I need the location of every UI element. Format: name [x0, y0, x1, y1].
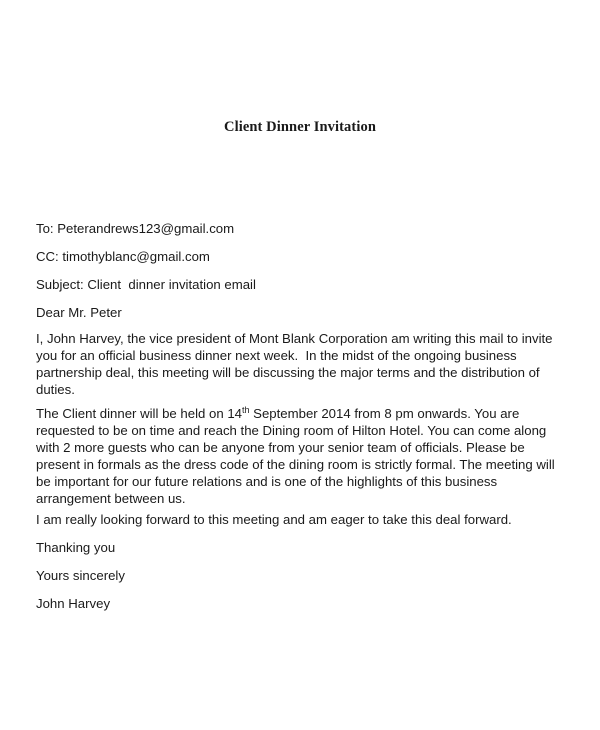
subject-text: Client dinner invitation email [87, 277, 256, 292]
sign-off-line: Yours sincerely [36, 568, 125, 583]
document-title: Client Dinner Invitation [224, 119, 376, 135]
subject-line [36, 276, 566, 293]
thanks-line: Thanking you [36, 540, 116, 555]
signature-name: John Harvey [36, 596, 111, 611]
to-label: To: [36, 221, 54, 236]
cc-email: timothyblanc@gmail.com [62, 249, 210, 264]
salutation: Dear Mr. Peter [36, 305, 122, 320]
paragraph-details [36, 405, 566, 507]
date-ordinal-suffix: th [242, 405, 250, 415]
paragraph-details-start: The Client dinner will be held on 14 [36, 406, 242, 421]
paragraph-intro: I, John Harvey, the vice president of Mont Blank Corporation am writing this mail to invite you for an official business dinner next week. In the midst of the ongoing business partnership deal, this meeting will be discussing the major terms and the distribution of duties. [36, 331, 557, 397]
to-email: Peterandrews123@gmail.com [57, 221, 235, 236]
to-line [36, 220, 566, 237]
paragraph-details-rest: September 2014 from 8 pm onwards. You are requested to be on time and reach the Dining room of Hilton Hotel. You can come along with 2 more guests who can be anyone from your senior team of officials. Please be present in formals as the dress code of the dining room is strictly formal. The meeting will be important for our future relations and is one of the highlights of this business arrangement between us. [36, 406, 559, 506]
cc-line [36, 248, 566, 265]
cc-label: CC: [36, 249, 59, 264]
paragraph-closing: I am really looking forward to this meeting and am eager to take this deal forward. [36, 512, 512, 527]
subject-label: Subject: [36, 277, 84, 292]
